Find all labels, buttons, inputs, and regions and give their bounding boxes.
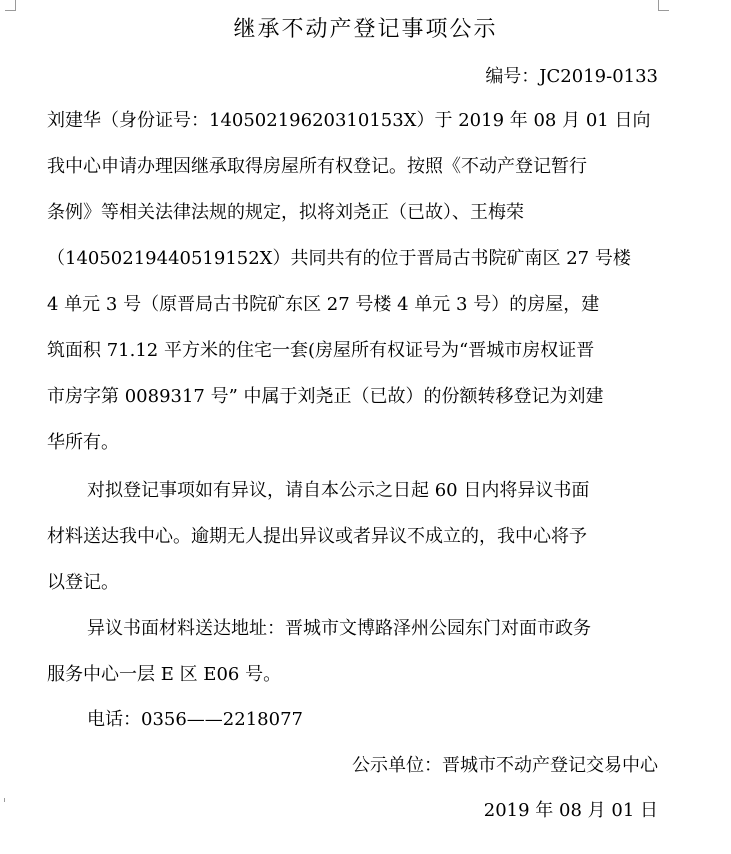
paragraph-line: 材料送达我中心。逾期无人提出异议或者异议不成立的，我中心将予 xyxy=(47,526,587,547)
document-number: 编号：JC2019-0133 xyxy=(485,66,658,87)
paragraph-line: 对拟登记事项如有异议，请自本公示之日起 60 日内将异议书面 xyxy=(87,480,590,501)
paragraph-line: 市房字第 0089317 号” 中属于刘尧正（已故）的份额转移登记为刘建 xyxy=(47,386,604,407)
document-title: 继承不动产登记事项公示 xyxy=(233,17,498,42)
paragraph-line: 异议书面材料送达地址：晋城市文博路泽州公园东门对面市政务 xyxy=(87,618,591,639)
paragraph-line: （14050219440519152X）共同共有的位于晋局古书院矿南区 27 号楼 xyxy=(47,248,631,269)
document-date: 2019 年 08 月 01 日 xyxy=(483,800,658,821)
issuing-unit: 公示单位：晋城市不动产登记交易中心 xyxy=(352,755,658,776)
paragraph-line: 我中心申请办理因继承取得房屋所有权登记。按照《不动产登记暂行 xyxy=(47,156,587,177)
paragraph-line: 条例》等相关法律法规的规定，拟将刘尧正（已故）、王梅荣 xyxy=(47,202,524,223)
paragraph-line: 刘建华（身份证号：14050219620310153X）于 2019 年 08 月 01 日向 xyxy=(47,110,651,131)
paragraph-line: 以登记。 xyxy=(47,572,119,593)
page-margin-tick xyxy=(4,798,5,802)
contact-phone: 电话：0356——2218077 xyxy=(87,709,303,730)
paragraph-line: 华所有。 xyxy=(47,432,119,453)
page-margin-corner-mark xyxy=(5,0,16,11)
paragraph-line: 筑面积 71.12 平方米的住宅一套(房屋所有权证号为“晋城市房权证晋 xyxy=(47,340,595,361)
paragraph-line: 服务中心一层 E 区 E06 号。 xyxy=(47,664,282,685)
paragraph-line: 4 单元 3 号（原晋局古书院矿东区 27 号楼 4 单元 3 号）的房屋，建 xyxy=(47,294,600,315)
page-margin-corner-mark xyxy=(658,0,669,11)
